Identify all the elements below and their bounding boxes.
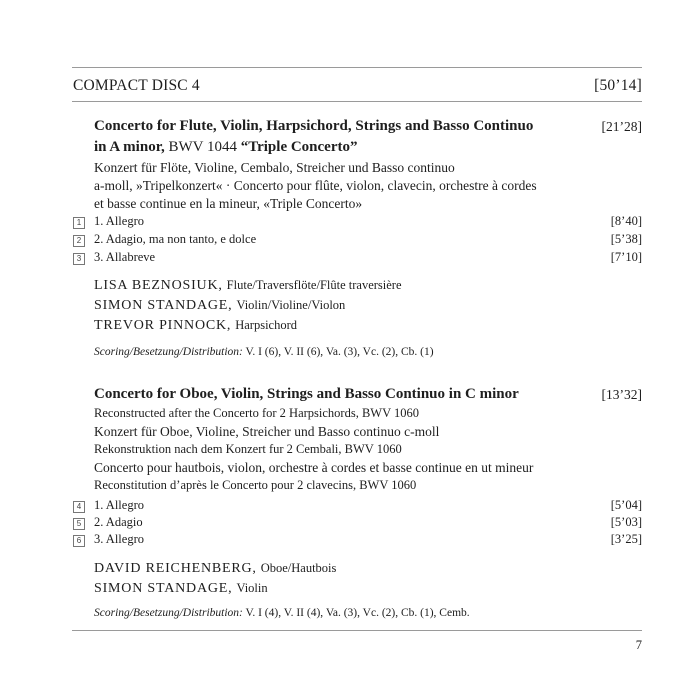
performer-name: LISA BEZNOSIUK, xyxy=(94,278,223,293)
track-number-box: 5 xyxy=(73,518,85,530)
scoring-line xyxy=(94,346,434,358)
performer-role: Oboe/Hautbois xyxy=(260,561,337,575)
disc-label: COMPACT DISC 4 xyxy=(73,77,200,94)
track-time: [3’25] xyxy=(610,532,642,546)
work-1-translation-line: et basse continue en la mineur, «Triple Concerto» xyxy=(94,196,363,211)
work-2-title: Concerto for Oboe, Violin, Strings and Basso Continuo in C minor xyxy=(94,386,519,402)
work-2-subtitle-line: Concerto pour hautbois, violon, orchestre à cordes et basse continue en ut mineur xyxy=(94,460,534,475)
track-number-box: 2 xyxy=(73,235,85,247)
work-1-duration: [21’28] xyxy=(601,119,642,134)
track-title: 2. Adagio xyxy=(94,515,143,529)
track-time: [5’04] xyxy=(610,498,642,512)
performer-role: Violin xyxy=(236,581,268,595)
work-2-subtitle-line: Konzert für Oboe, Violine, Streicher und Basso continuo c-moll xyxy=(94,424,440,439)
bottom-rule xyxy=(72,630,642,631)
work-2-subtitle-line: Reconstructed after the Concerto for 2 Harpsichords, BWV 1060 xyxy=(94,406,420,420)
scoring-value: V. I (6), V. II (6), Va. (3), Vc. (2), Cb. (1) xyxy=(245,346,434,358)
performer-role: Violin/Violine/Violon xyxy=(236,298,346,312)
track-number-box: 3 xyxy=(73,253,85,265)
track-title: 1. Allegro xyxy=(94,498,144,512)
work-1-nickname: “Triple Concerto” xyxy=(240,139,358,155)
work-1-translation-line: a-moll, »Tripelkonzert« · Concerto pour flûte, violon, clavecin, orchestre à cordes xyxy=(94,178,537,193)
performer-name: SIMON STANDAGE, xyxy=(94,581,233,596)
work-1-title-line2 xyxy=(94,139,358,156)
performer-line xyxy=(94,276,402,294)
work-1-title: Concerto for Flute, Violin, Harpsichord, Strings and Basso Continuo xyxy=(94,118,534,134)
scoring-value: V. I (4), V. II (4), Va. (3), Vc. (2), Cb. (1), Cemb. xyxy=(245,607,470,619)
work-1-key: in A minor, xyxy=(94,139,165,155)
work-1-translation-line: Konzert für Flöte, Violine, Cembalo, Streicher und Basso continuo xyxy=(94,160,455,175)
track-title: 3. Allegro xyxy=(94,532,144,546)
track-number-box: 6 xyxy=(73,535,85,547)
performer-line xyxy=(94,316,297,334)
scoring-line xyxy=(94,607,470,619)
track-title: 2. Adagio, ma non tanto, e dolce xyxy=(94,232,257,246)
header-rule xyxy=(72,101,642,102)
scoring-label: Scoring/Besetzung/Distribution: xyxy=(94,346,243,358)
track-number-box: 4 xyxy=(73,501,85,513)
performer-role: Harpsichord xyxy=(235,318,298,332)
performer-line xyxy=(94,559,336,577)
performer-line xyxy=(94,296,345,314)
track-title: 3. Allabreve xyxy=(94,250,156,264)
track-title: 1. Allegro xyxy=(94,214,144,228)
track-time: [8’40] xyxy=(610,214,642,228)
top-rule xyxy=(72,67,642,68)
track-time: [5’03] xyxy=(610,515,642,529)
track-time: [7’10] xyxy=(610,250,642,264)
performer-name: DAVID REICHENBERG, xyxy=(94,561,257,576)
performer-line xyxy=(94,579,268,597)
disc-duration: [50’14] xyxy=(594,77,642,94)
scoring-label: Scoring/Besetzung/Distribution: xyxy=(94,607,243,619)
work-2-subtitle-line: Rekonstruktion nach dem Konzert fur 2 Cembali, BWV 1060 xyxy=(94,442,402,456)
work-2-duration: [13’32] xyxy=(601,387,642,402)
work-2-subtitle-line: Reconstitution d’après le Concerto pour 2 clavecins, BWV 1060 xyxy=(94,478,417,492)
performer-role: Flute/Traversflöte/Flûte traversière xyxy=(226,278,402,292)
page-number: 7 xyxy=(635,638,642,652)
track-number-box: 1 xyxy=(73,217,85,229)
performer-name: SIMON STANDAGE, xyxy=(94,298,233,313)
work-1-bwv: BWV 1044 xyxy=(168,139,237,155)
performer-name: TREVOR PINNOCK, xyxy=(94,318,232,333)
track-time: [5’38] xyxy=(610,232,642,246)
